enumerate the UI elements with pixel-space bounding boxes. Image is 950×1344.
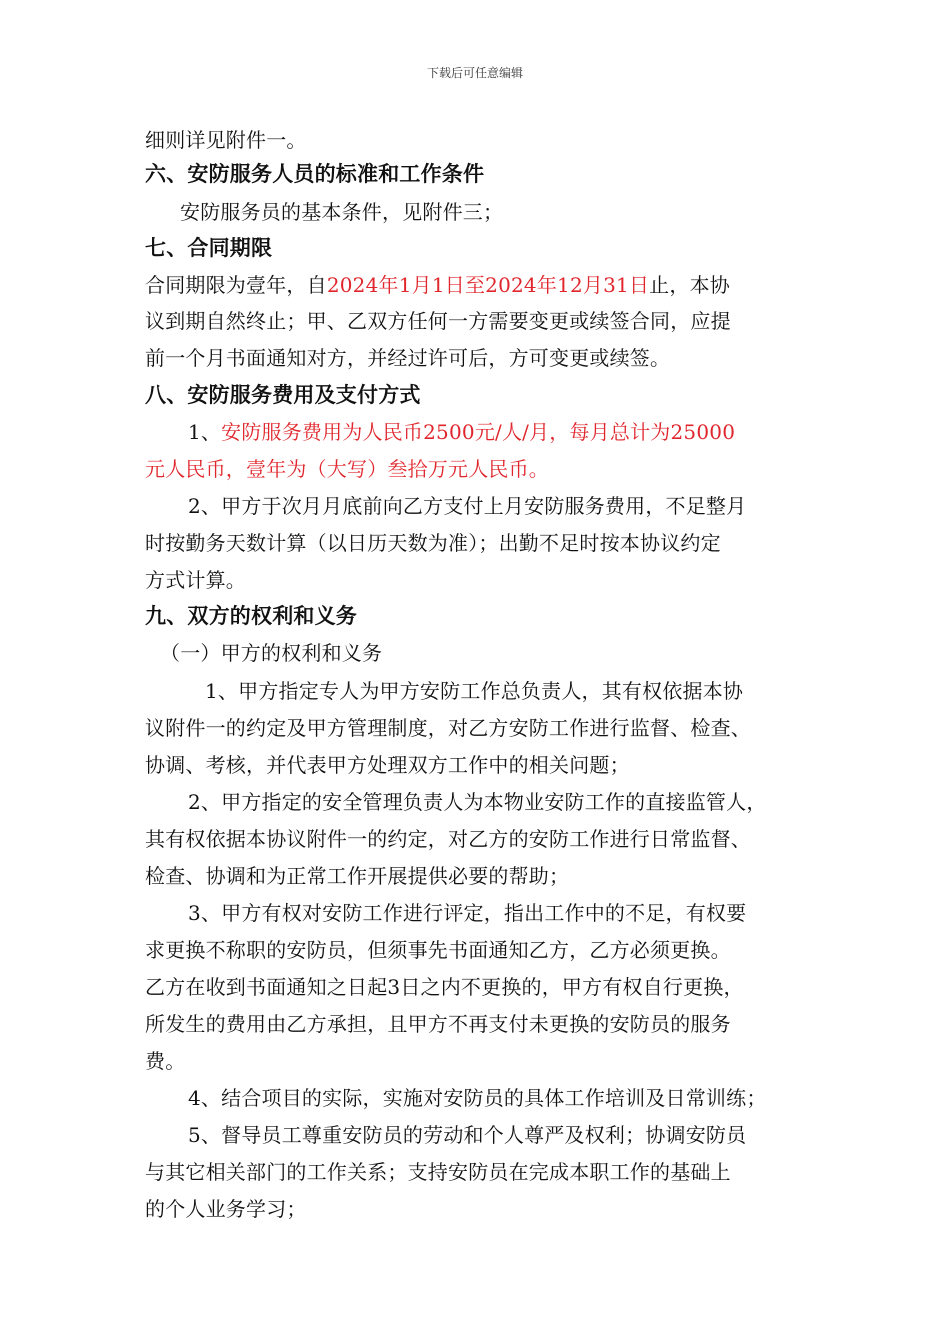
contract-dates: 2024年1月1日至2024年12月31日: [326, 273, 650, 297]
text-line: 前一个月书面通知对方，并经过许可后，方可变更或续签。: [145, 346, 671, 370]
page-header: 下载后可任意编辑: [426, 66, 523, 80]
text-line: 5、督导员工尊重安防员的劳动和个人尊严及权利；协调安防员: [188, 1123, 747, 1147]
text-line: 4、结合项目的实际，实施对安防员的具体工作培训及日常训练；: [188, 1086, 767, 1110]
text-segment: 合同期限为壹年，自: [145, 273, 327, 297]
fee-line: [188, 418, 735, 446]
text-line: 议到期自然终止；甲、乙双方任何一方需要变更或续签合同，应提: [145, 309, 731, 333]
text-line: 方式计算。: [145, 568, 246, 592]
subsection-heading: （一）甲方的权利和义务: [160, 641, 383, 665]
text-line: 2、甲方于次月月底前向乙方支付上月安防服务费用，不足整月: [188, 494, 747, 518]
item-number: 1、: [188, 420, 222, 444]
section-heading-8: 八、安防服务费用及支付方式: [145, 383, 421, 407]
text-line: 的个人业务学习；: [145, 1197, 307, 1221]
section-heading-9: 九、双方的权利和义务: [145, 604, 357, 628]
text-line: 检查、协调和为正常工作开展提供必要的帮助；: [145, 864, 570, 888]
text-line: 安防服务员的基本条件，见附件三；: [180, 200, 504, 224]
contract-term-line: [145, 271, 730, 299]
text-line: 费。: [145, 1049, 186, 1073]
text-line: 所发生的费用由乙方承担，且甲方不再支付未更换的安防员的服务: [145, 1012, 731, 1036]
text-line: 细则详见附件一。: [145, 128, 307, 152]
fee-total: 元人民币，壹年为（大写）叁拾万元人民币。: [145, 457, 549, 481]
text-line: 3、甲方有权对安防工作进行评定，指出工作中的不足，有权要: [188, 901, 747, 925]
text-line: 乙方在收到书面通知之日起3日之内不更换的，甲方有权自行更换，: [145, 975, 744, 999]
text-line: 时按勤务天数计算（以日历天数为准）；出勤不足时按本协议约定: [145, 531, 721, 555]
section-heading-6: 六、安防服务人员的标准和工作条件: [145, 162, 485, 186]
section-heading-7: 七、合同期限: [145, 236, 273, 260]
text-line: 2、甲方指定的安全管理负责人为本物业安防工作的直接监管人，: [188, 790, 767, 814]
text-line: 求更换不称职的安防员，但须事先书面通知乙方，乙方必须更换。: [145, 938, 731, 962]
text-line: 其有权依据本协议附件一的约定，对乙方的安防工作进行日常监督、: [145, 827, 751, 851]
text-line: 议附件一的约定及甲方管理制度，对乙方安防工作进行监督、检查、: [145, 716, 751, 740]
text-segment: 止，本协: [649, 273, 730, 297]
text-line: 1、甲方指定专人为甲方安防工作总负责人，其有权依据本协: [205, 679, 744, 703]
text-line: 与其它相关部门的工作关系；支持安防员在完成本职工作的基础上: [145, 1160, 731, 1184]
fee-amount: 安防服务费用为人民币2500元/人/月，每月总计为25000: [221, 420, 736, 444]
text-line: 协调、考核，并代表甲方处理双方工作中的相关问题；: [145, 753, 630, 777]
